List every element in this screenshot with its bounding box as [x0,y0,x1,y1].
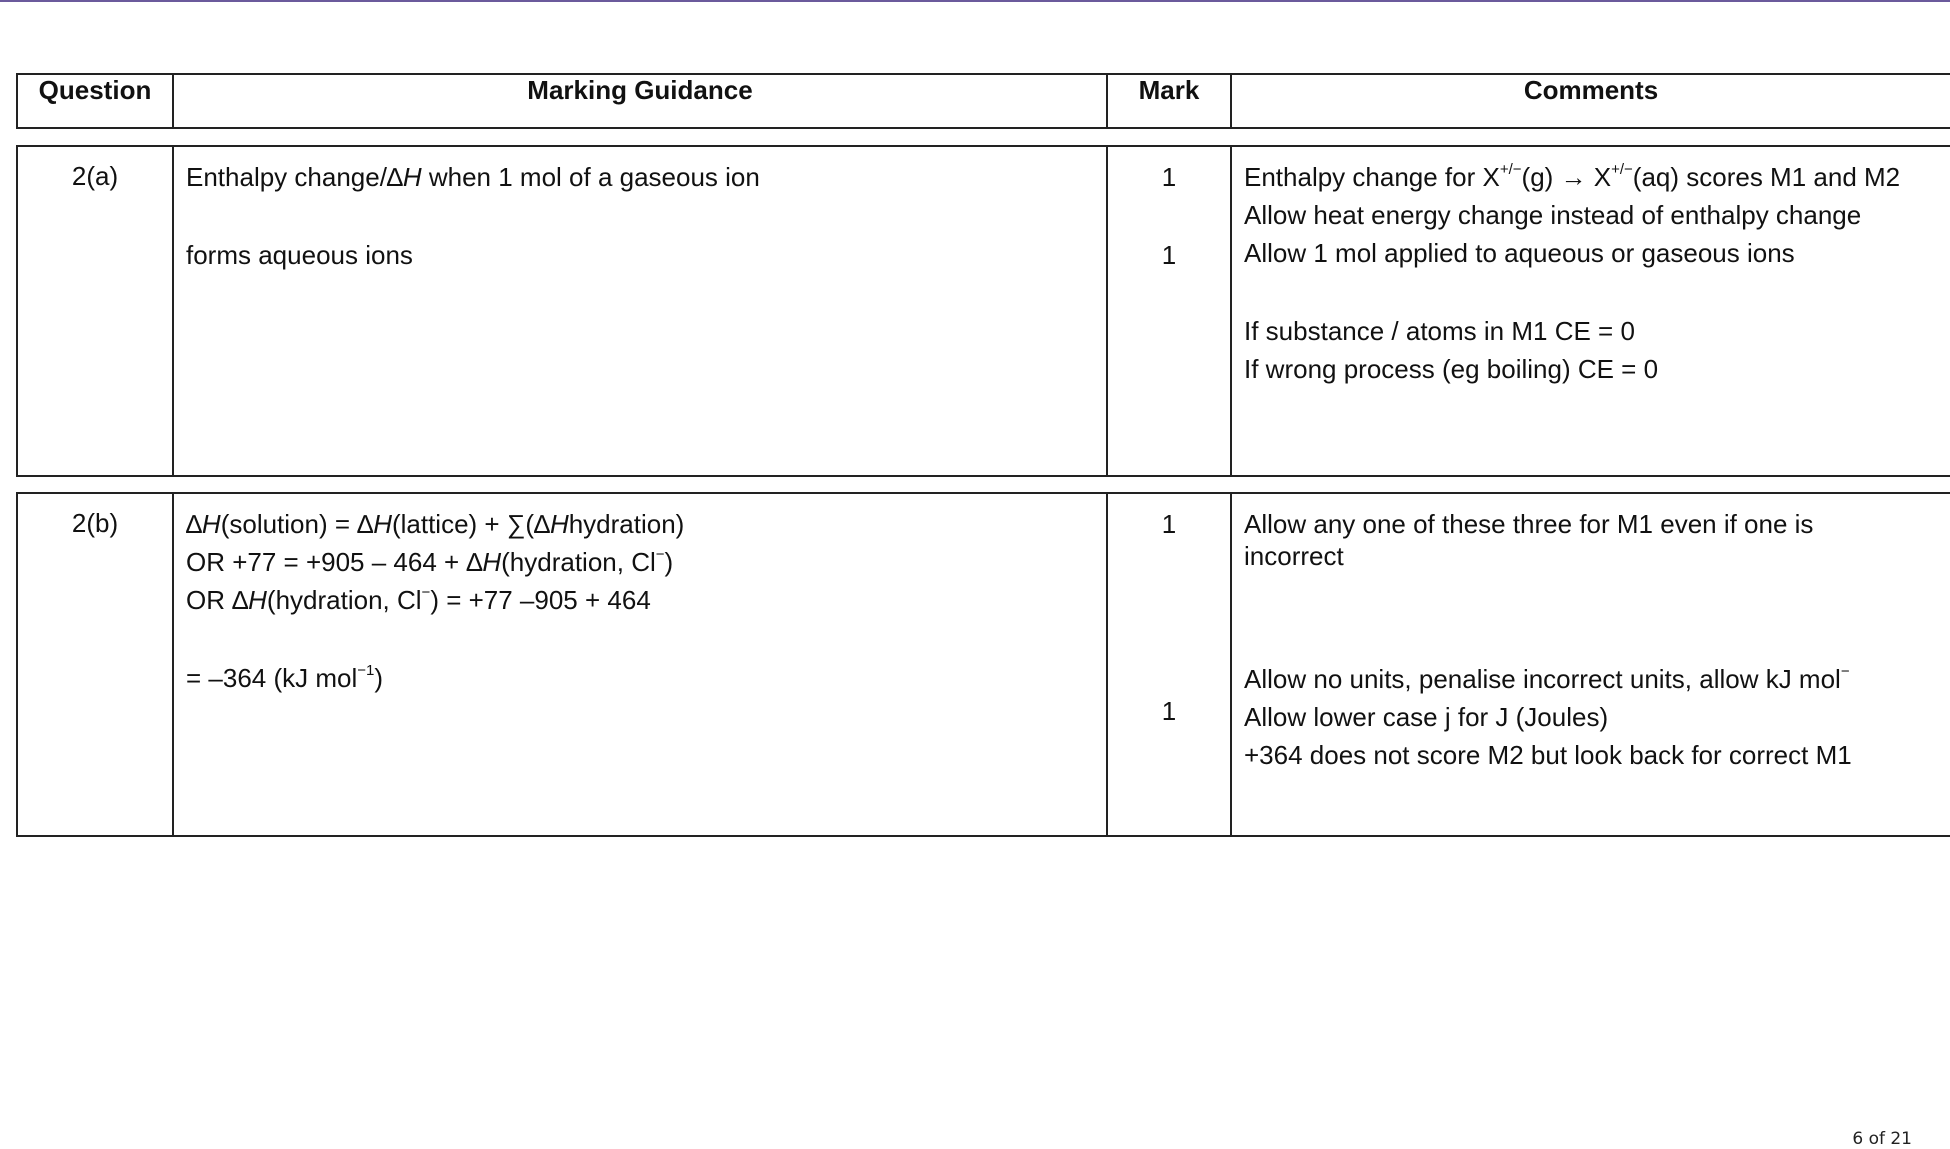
comment-line: Allow heat energy change instead of enthalpy change [1244,200,1862,230]
guidance-text: ∆ [186,509,202,539]
guidance-text: Enthalpy change/∆ [186,162,403,192]
guidance-text: when 1 mol of a gaseous ion [421,162,760,192]
guidance-text: OR +77 = +905 – 464 + ∆ [186,547,483,577]
question-number: 2(b) [17,493,173,836]
mark-value: 1 [1161,509,1177,539]
comment-line: +364 does not score M2 but look back for correct M1 [1244,740,1852,770]
superscript: − [655,546,665,563]
header-marking-guidance: Marking Guidance [173,74,1107,128]
question-number: 2(a) [17,146,173,476]
guidance-line [186,584,1094,616]
comment-line: Allow lower case j for J (Joules) [1244,702,1609,732]
guidance-text: ) = +77 –905 + 464 [430,585,651,615]
guidance-line [186,508,1094,540]
guidance-italic: H [201,509,221,539]
guidance-text: ) [664,547,674,577]
comment-text: Allow no units, penalise incorrect units, allow kJ mol [1244,664,1841,694]
mark-cell [1107,493,1231,836]
guidance-text: (hydration, Cl [501,547,656,577]
guidance-text: ) [374,663,384,693]
table-row [17,493,1950,836]
header-comments: Comments [1231,74,1950,128]
guidance-line [186,662,1094,694]
comment-line [1244,663,1938,695]
mark-value: 1 [1161,162,1177,192]
guidance-line [186,546,1094,578]
table-row [17,146,1950,476]
comment-text: Enthalpy change for X [1244,162,1500,192]
guidance-line [186,161,1094,193]
comment-line: Allow 1 mol applied to aqueous or gaseous ions [1244,238,1795,268]
comment-line [1244,161,1938,193]
guidance-italic: H [549,509,569,539]
guidance-italic: H [482,547,502,577]
superscript: − [421,584,431,601]
superscript: −1 [357,662,375,679]
mark-value: 1 [1161,240,1177,270]
comments-cell [1231,146,1950,476]
page-number: 6 of 21 [1852,1129,1912,1149]
header-table [16,73,1950,129]
comment-line: If substance / atoms in M1 CE = 0 [1244,316,1635,346]
guidance-text: = –364 (kJ mol [186,663,358,693]
top-rule [0,0,1950,2]
question-2b-table [16,492,1950,837]
comment-text: (aq) scores M1 and M2 [1632,162,1901,192]
guidance-text: (hydration, Cl [266,585,422,615]
superscript: +/− [1499,161,1522,178]
guidance-italic: H [402,162,422,192]
guidance-text: (lattice) + ∑(∆ [391,509,550,539]
guidance-line: forms aqueous ions [186,240,413,270]
header-question: Question [17,74,173,128]
comment-line: Allow any one of these three for M1 even if one is incorrect [1244,509,1814,571]
mark-value: 1 [1161,696,1177,726]
guidance-text: hydration) [568,509,685,539]
mark-cell [1107,146,1231,476]
comment-line: If wrong process (eg boiling) CE = 0 [1244,354,1659,384]
marking-guidance-cell [173,146,1107,476]
guidance-italic: H [373,509,392,539]
superscript: +/− [1611,161,1633,178]
guidance-text: OR ∆ [186,585,249,615]
comment-text: (g) → X [1521,162,1612,192]
superscript: − [1840,663,1850,680]
marking-guidance-cell [173,493,1107,836]
header-mark: Mark [1107,74,1231,128]
guidance-text: (solution) = ∆ [220,509,374,539]
header-row [17,74,1950,128]
guidance-italic: H [248,585,267,615]
question-2a-table [16,145,1950,477]
comments-cell [1231,493,1950,836]
